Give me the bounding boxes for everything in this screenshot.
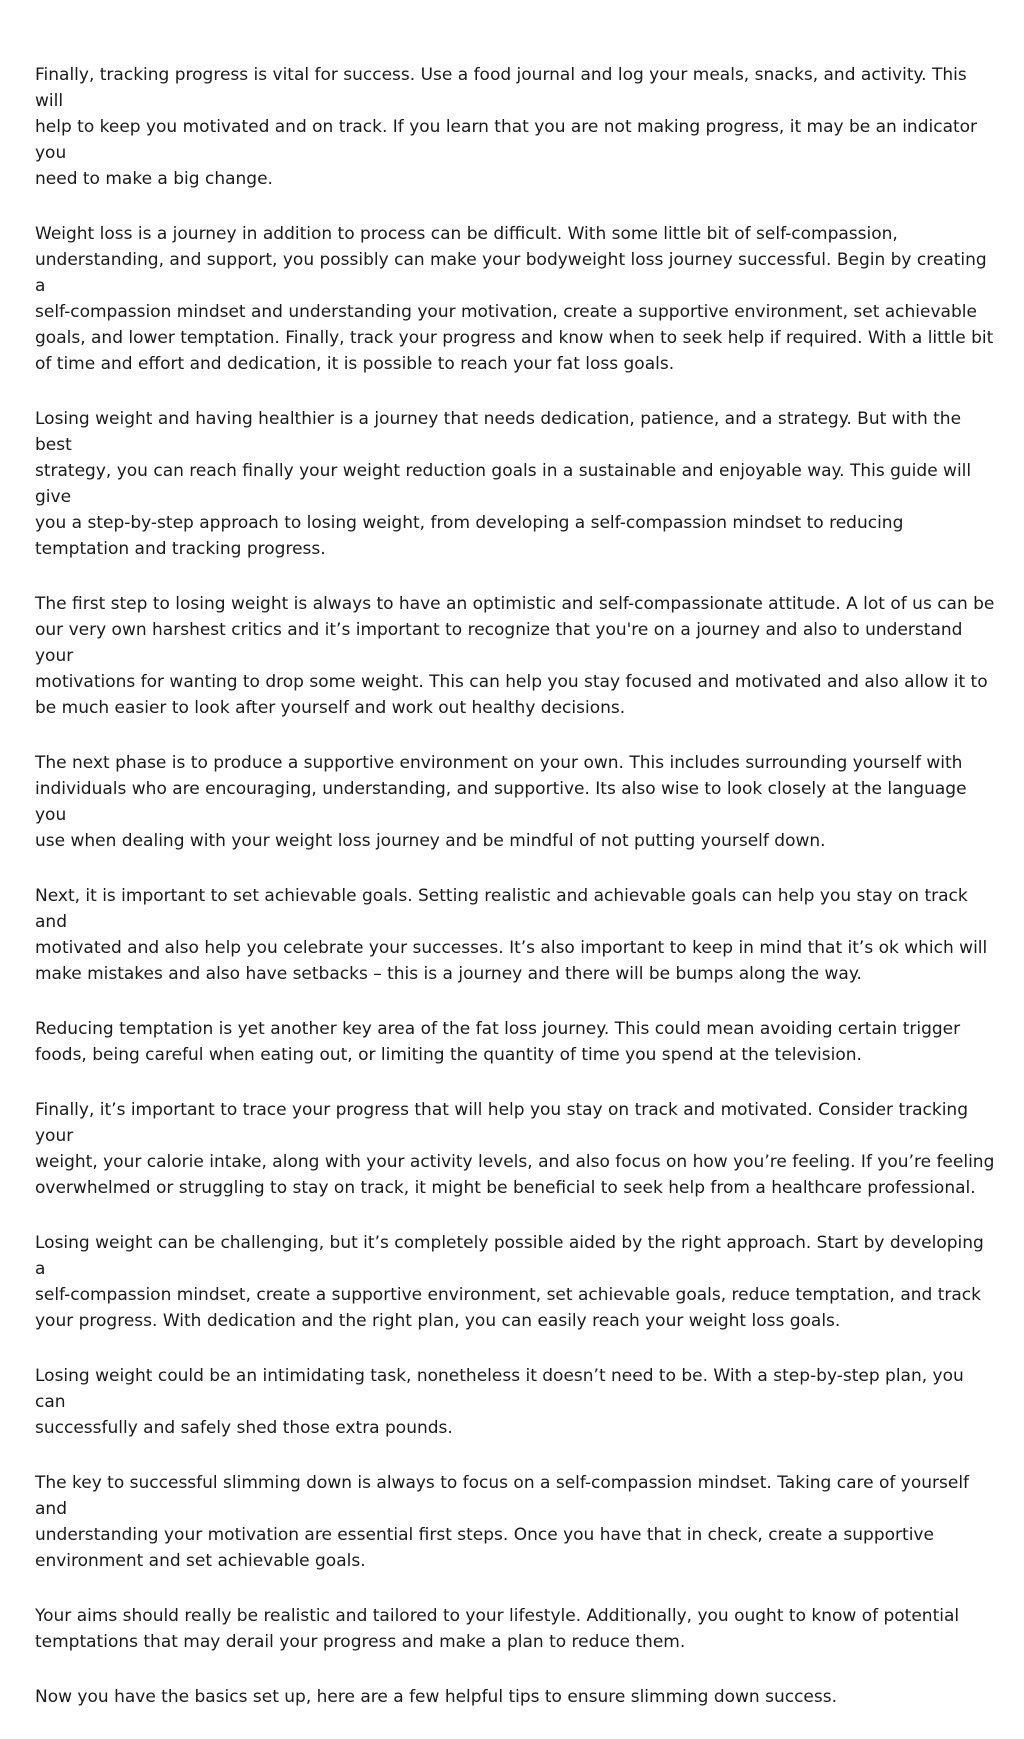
paragraph: Losing weight and having healthier is a journey that needs dedication, patience, and a strategy. But with the best strategy, you can reach finally your weight reduction goals in a sustainable and enjoyable way. This guide will give you a step-by-step approach to losing weight, from developing a self-compassion mindset to reducing temptation and tracking progress.	[35, 409, 972, 559]
paragraph: The key to successful slimming down is always to focus on a self-compassion mindset. Taking care of yourself and understanding your motivation are essential first steps. Once you have that in check, create a supportive environment and set achievable goals.	[35, 1473, 970, 1571]
paragraph: Your aims should really be realistic and tailored to your lifestyle. Additionally, you ought to know of potential temptations that may derail your progress and make a plan to reduce them.	[35, 1606, 960, 1652]
paragraph: Now you have the basics set up, here are a few helpful tips to ensure slimming down success.	[35, 1687, 837, 1707]
paragraph: Weight loss is a journey in addition to process can be difficult. With some little bit of self-compassion, understanding, and support, you possibly can make your bodyweight loss journey successful. Begin by creating a self-compassion mindset and understanding your motivation, create a supportive environment, set achievable goals, and lower temptation. Finally, track your progress and know when to seek help if required. With a little bit of time and effort and dedication, it is possible to reach your fat loss goals.	[35, 224, 994, 374]
paragraph: Finally, tracking progress is vital for success. Use a food journal and log your meals, snacks, and activity. This will help to keep you motivated and on track. If you learn that you are not making progress, it may be an indicator you need to make a big change.	[35, 65, 978, 189]
paragraph: Losing weight can be challenging, but it’s completely possible aided by the right approach. Start by developing a self-compassion mindset, create a supportive environment, set achievable goals, reduce temptation, and track your progress. With dedication and the right plan, you can easily reach your weight loss goals.	[35, 1233, 984, 1331]
paragraph: The first step to losing weight is always to have an optimistic and self-compassionate attitude. A lot of us can be our very own harshest critics and it’s important to recognize that you're on a journey and also to understand your motivations for wanting to drop some weight. This can help you stay focused and motivated and also allow it to be much easier to look after yourself and work out healthy decisions.	[35, 594, 995, 718]
paragraph: Finally, it’s important to trace your progress that will help you stay on track and motivated. Consider tracking your weight, your calorie intake, along with your activity levels, and also focus on how you’re feeling. If you’re feeling overwhelmed or struggling to stay on track, it might be beneficial to seek help from a healthcare professional.	[35, 1100, 995, 1198]
paragraph: Reducing temptation is yet another key area of the fat loss journey. This could mean avoiding certain trigger foods, being careful when eating out, or limiting the quantity of time you spend at the television.	[35, 1019, 961, 1065]
document-body	[35, 62, 995, 1739]
paragraph: Next, it is important to set achievable goals. Setting realistic and achievable goals can help you stay on track and motivated and also help you celebrate your successes. It’s also important to keep in mind that it’s ok which will make mistakes and also have setbacks – this is a journey and there will be bumps along the way.	[35, 886, 988, 984]
paragraph: The next phase is to produce a supportive environment on your own. This includes surrounding yourself with individuals who are encouraging, understanding, and supportive. Its also wise to look closely at the language you use when dealing with your weight loss journey and be mindful of not putting yourself down.	[35, 753, 967, 851]
paragraph: Losing weight could be an intimidating task, nonetheless it doesn’t need to be. With a step-by-step plan, you can successfully and safely shed those extra pounds.	[35, 1366, 964, 1438]
